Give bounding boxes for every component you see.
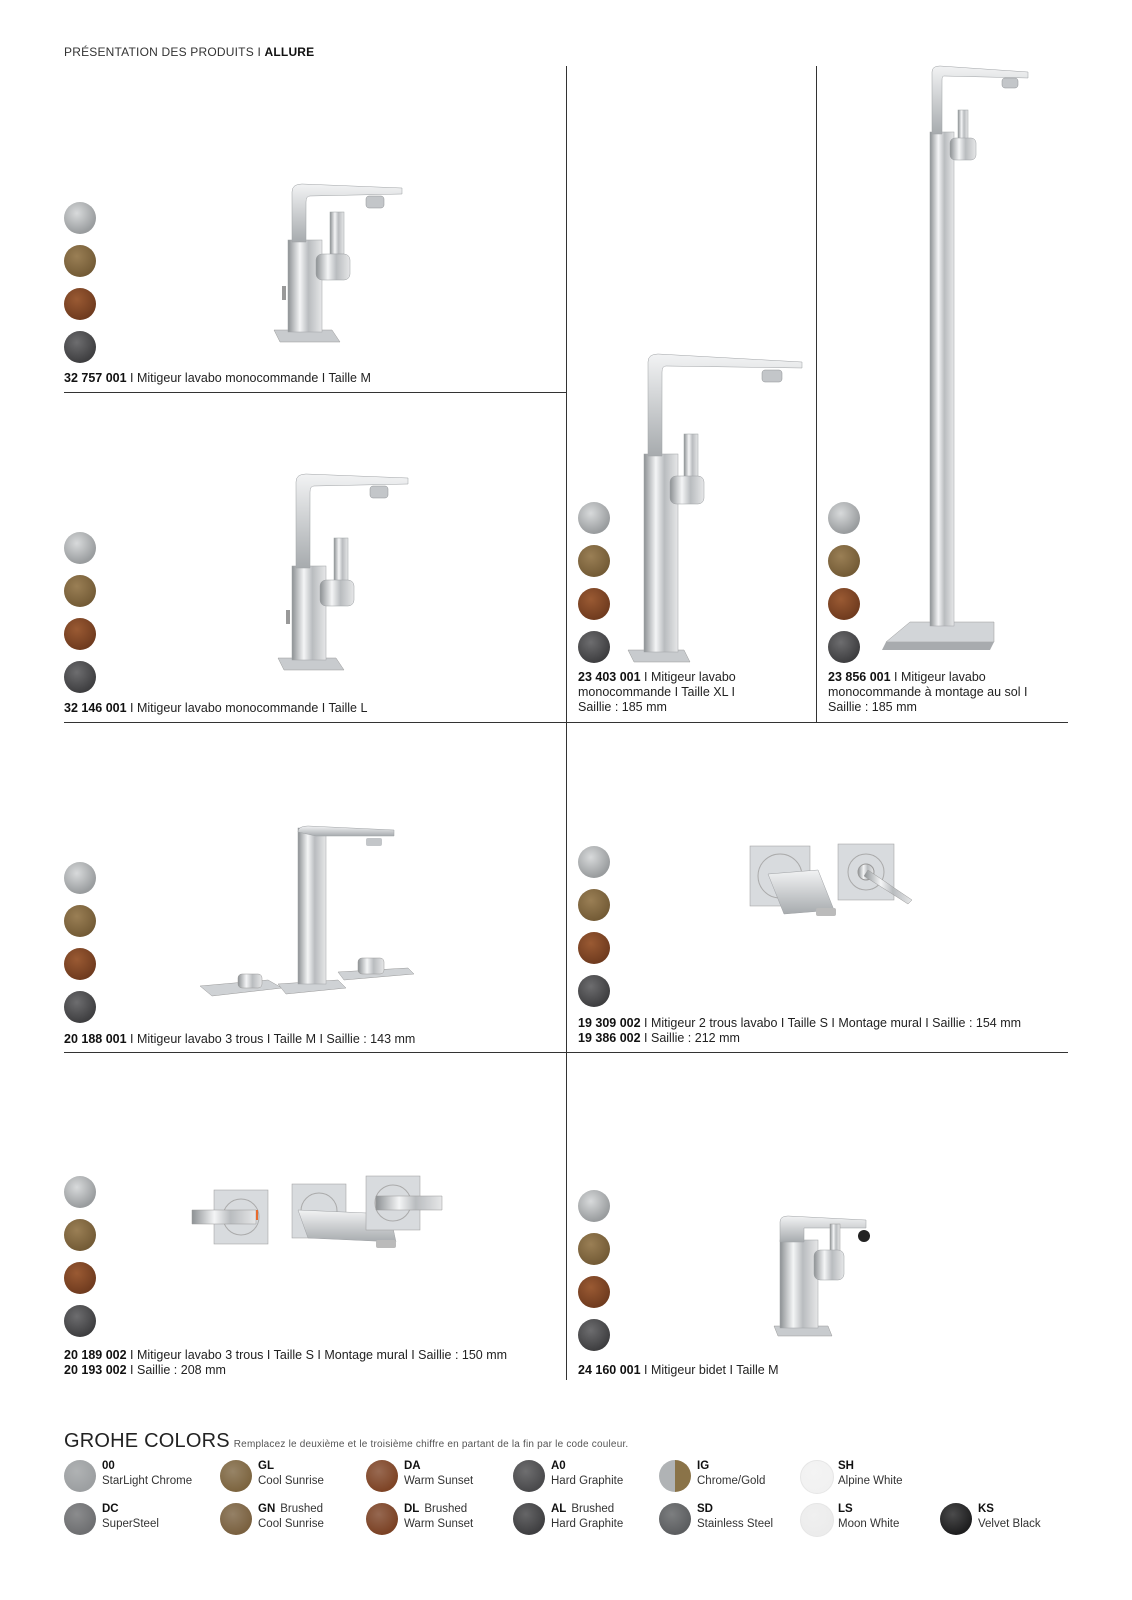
legend-item <box>366 1460 506 1496</box>
legend-code <box>978 1503 994 1515</box>
legend-item <box>659 1460 799 1496</box>
legend-code-text: SH <box>838 1460 854 1472</box>
legend-swatch <box>366 1503 398 1535</box>
legend-code <box>697 1503 713 1515</box>
legend-name: Cool Sunrise <box>258 1518 324 1530</box>
legend-code-text: DC <box>102 1503 119 1515</box>
legend-name: Cool Sunrise <box>258 1475 324 1487</box>
divider <box>816 66 817 722</box>
legend-code-text: AL <box>551 1503 567 1515</box>
legend-name: Chrome/Gold <box>697 1475 766 1487</box>
legend-item <box>659 1503 799 1539</box>
legend-name: StarLight Chrome <box>102 1475 193 1487</box>
legend-name: Alpine White <box>838 1475 903 1487</box>
product-caption <box>578 1016 1021 1046</box>
page-header <box>64 45 314 59</box>
legend-code-text: LS <box>838 1503 853 1515</box>
legend-code-text: IG <box>697 1460 710 1472</box>
product-desc: I Mitigeur lavabo monocommande I Taille M <box>126 371 371 385</box>
product-caption <box>828 670 1027 715</box>
legend-item <box>800 1460 940 1496</box>
legend-title <box>64 1430 628 1453</box>
legend-finish: Brushed <box>424 1503 468 1515</box>
product-desc-2: I Saillie : 212 mm <box>640 1031 740 1045</box>
swatch-warm-sunset[interactable] <box>64 1262 96 1294</box>
legend-name: Hard Graphite <box>551 1475 624 1487</box>
product-code: 24 160 001 <box>578 1363 641 1377</box>
swatch-hard-graphite[interactable] <box>578 975 610 1007</box>
swatch-chrome[interactable] <box>578 1190 610 1222</box>
legend-code <box>404 1503 467 1515</box>
product-code: 23 403 001 <box>578 670 641 684</box>
legend-swatch <box>659 1460 691 1492</box>
divider <box>64 722 1068 723</box>
legend-item <box>940 1503 1080 1539</box>
product-caption <box>64 371 371 386</box>
color-swatches <box>828 502 862 674</box>
swatch-cool-sunrise[interactable] <box>578 1233 610 1265</box>
product-desc-line3: Saillie : 185 mm <box>828 700 917 714</box>
product-image-faucet-xl <box>626 350 806 670</box>
legend-code <box>551 1460 566 1472</box>
swatch-warm-sunset[interactable] <box>64 288 96 320</box>
legend-code <box>404 1460 421 1472</box>
legend-item <box>220 1503 360 1539</box>
swatch-chrome[interactable] <box>828 502 860 534</box>
legend-code-text: DL <box>404 1503 420 1515</box>
legend-swatch <box>220 1503 252 1535</box>
legend-swatch <box>513 1503 545 1535</box>
product-caption <box>64 1032 415 1047</box>
legend-item <box>220 1460 360 1496</box>
swatch-cool-sunrise[interactable] <box>64 1219 96 1251</box>
legend-code <box>838 1460 854 1472</box>
header-title: ALLURE <box>264 45 315 59</box>
legend-item <box>513 1460 653 1496</box>
product-image-3-hole-faucet <box>198 824 428 1004</box>
color-swatches <box>578 502 612 674</box>
product-desc-line3: Saillie : 185 mm <box>578 700 667 714</box>
legend-item <box>800 1503 940 1539</box>
swatch-cool-sunrise[interactable] <box>64 905 96 937</box>
product-desc: I Mitigeur 2 trous lavabo I Taille S I Montage mural I Saillie : 154 mm <box>640 1016 1022 1030</box>
legend-name: Moon White <box>838 1518 900 1530</box>
swatch-hard-graphite[interactable] <box>64 1305 96 1337</box>
swatch-hard-graphite[interactable] <box>578 1319 610 1351</box>
product-desc: I Mitigeur bidet I Taille M <box>640 1363 779 1377</box>
legend-swatch <box>366 1460 398 1492</box>
legend-swatch <box>800 1460 834 1494</box>
product-image-3-hole-wall-faucet <box>190 1170 446 1260</box>
swatch-warm-sunset[interactable] <box>64 948 96 980</box>
header-prefix: PRÉSENTATION DES PRODUITS I <box>64 45 265 59</box>
product-desc: I Mitigeur lavabo 3 trous I Taille S I Montage mural I Saillie : 150 mm <box>126 1348 508 1362</box>
legend-code <box>838 1503 853 1515</box>
swatch-chrome[interactable] <box>64 202 96 234</box>
legend-swatch <box>659 1503 691 1535</box>
product-code: 23 856 001 <box>828 670 891 684</box>
color-swatches <box>64 1176 98 1348</box>
legend-code-text: A0 <box>551 1460 566 1472</box>
legend-heading: GROHE COLORS <box>64 1430 230 1452</box>
legend-name: Velvet Black <box>978 1518 1041 1530</box>
legend-code-text: KS <box>978 1503 994 1515</box>
legend-code <box>258 1503 323 1515</box>
divider <box>566 66 567 1380</box>
divider <box>64 1052 1068 1053</box>
legend-code <box>102 1503 119 1515</box>
swatch-warm-sunset[interactable] <box>64 618 96 650</box>
swatch-chrome[interactable] <box>578 502 610 534</box>
swatch-chrome[interactable] <box>64 1176 96 1208</box>
product-image-wall-faucet <box>748 840 918 930</box>
color-swatches <box>64 862 98 1034</box>
legend-item <box>366 1503 506 1539</box>
swatch-hard-graphite[interactable] <box>64 331 96 363</box>
product-image-bidet-faucet <box>770 1214 890 1339</box>
product-desc: I Mitigeur lavabo <box>640 670 736 684</box>
product-code: 20 188 001 <box>64 1032 127 1046</box>
product-image-faucet <box>270 180 420 355</box>
legend-swatch <box>940 1503 972 1535</box>
legend-swatch <box>513 1460 545 1492</box>
legend-code <box>258 1460 274 1472</box>
legend-swatch <box>800 1503 834 1537</box>
legend-code-text: GN <box>258 1503 276 1515</box>
swatch-hard-graphite[interactable] <box>64 991 96 1023</box>
swatch-cool-sunrise[interactable] <box>64 245 96 277</box>
product-caption <box>64 701 367 716</box>
color-swatches <box>64 202 98 374</box>
product-code: 19 309 002 <box>578 1016 641 1030</box>
legend-swatch <box>64 1460 96 1492</box>
legend-code-text: DA <box>404 1460 421 1472</box>
product-code: 32 146 001 <box>64 701 127 715</box>
product-desc-2: I Saillie : 208 mm <box>126 1363 226 1377</box>
legend-swatch <box>64 1503 96 1535</box>
legend-item <box>513 1503 653 1539</box>
legend-name: Warm Sunset <box>404 1518 474 1530</box>
legend-code <box>551 1503 614 1515</box>
product-desc-line2: monocommande à montage au sol I <box>828 685 1028 699</box>
product-caption <box>578 670 736 715</box>
swatch-hard-graphite[interactable] <box>64 661 96 693</box>
legend-item <box>64 1460 204 1496</box>
legend-name: Warm Sunset <box>404 1475 474 1487</box>
swatch-cool-sunrise[interactable] <box>578 889 610 921</box>
legend-code <box>697 1460 709 1472</box>
swatch-warm-sunset[interactable] <box>828 588 860 620</box>
product-desc: I Mitigeur lavabo 3 trous I Taille M I Saillie : 143 mm <box>126 1032 416 1046</box>
divider <box>64 392 566 393</box>
swatch-cool-sunrise[interactable] <box>64 575 96 607</box>
product-code: 32 757 001 <box>64 371 127 385</box>
swatch-warm-sunset[interactable] <box>578 588 610 620</box>
swatch-cool-sunrise[interactable] <box>828 545 860 577</box>
swatch-chrome[interactable] <box>578 846 610 878</box>
swatch-chrome[interactable] <box>64 532 96 564</box>
swatch-hard-graphite[interactable] <box>828 631 860 663</box>
legend-name: Hard Graphite <box>551 1518 624 1530</box>
legend-name: Stainless Steel <box>697 1518 774 1530</box>
swatch-chrome[interactable] <box>64 862 96 894</box>
swatch-hard-graphite[interactable] <box>578 631 610 663</box>
color-swatches <box>578 1190 612 1362</box>
product-image-floor-faucet <box>880 62 1040 667</box>
product-caption <box>578 1363 779 1378</box>
swatch-warm-sunset[interactable] <box>578 932 610 964</box>
color-swatches <box>64 532 98 704</box>
legend-code-text: SD <box>697 1503 713 1515</box>
color-swatches <box>578 846 612 1018</box>
product-desc-line2: monocommande I Taille XL I <box>578 685 736 699</box>
legend-item <box>64 1503 204 1539</box>
swatch-warm-sunset[interactable] <box>578 1276 610 1308</box>
legend-code <box>102 1460 115 1472</box>
swatch-cool-sunrise[interactable] <box>578 545 610 577</box>
legend-swatch <box>220 1460 252 1492</box>
product-caption <box>64 1348 507 1378</box>
legend-finish: Brushed <box>280 1503 324 1515</box>
legend-finish: Brushed <box>571 1503 615 1515</box>
product-desc: I Mitigeur lavabo monocommande I Taille L <box>126 701 368 715</box>
legend-name: SuperSteel <box>102 1518 159 1530</box>
product-code-2: 20 193 002 <box>64 1363 127 1377</box>
product-code-2: 19 386 002 <box>578 1031 641 1045</box>
legend-note: Remplacez le deuxième et le troisième chiffre en partant de la fin par le code couleur. <box>233 1439 629 1450</box>
product-desc: I Mitigeur lavabo <box>890 670 986 684</box>
legend-code-text: GL <box>258 1460 274 1472</box>
product-image-faucet <box>272 470 422 680</box>
product-code: 20 189 002 <box>64 1348 127 1362</box>
legend-code-text: 00 <box>102 1460 115 1472</box>
